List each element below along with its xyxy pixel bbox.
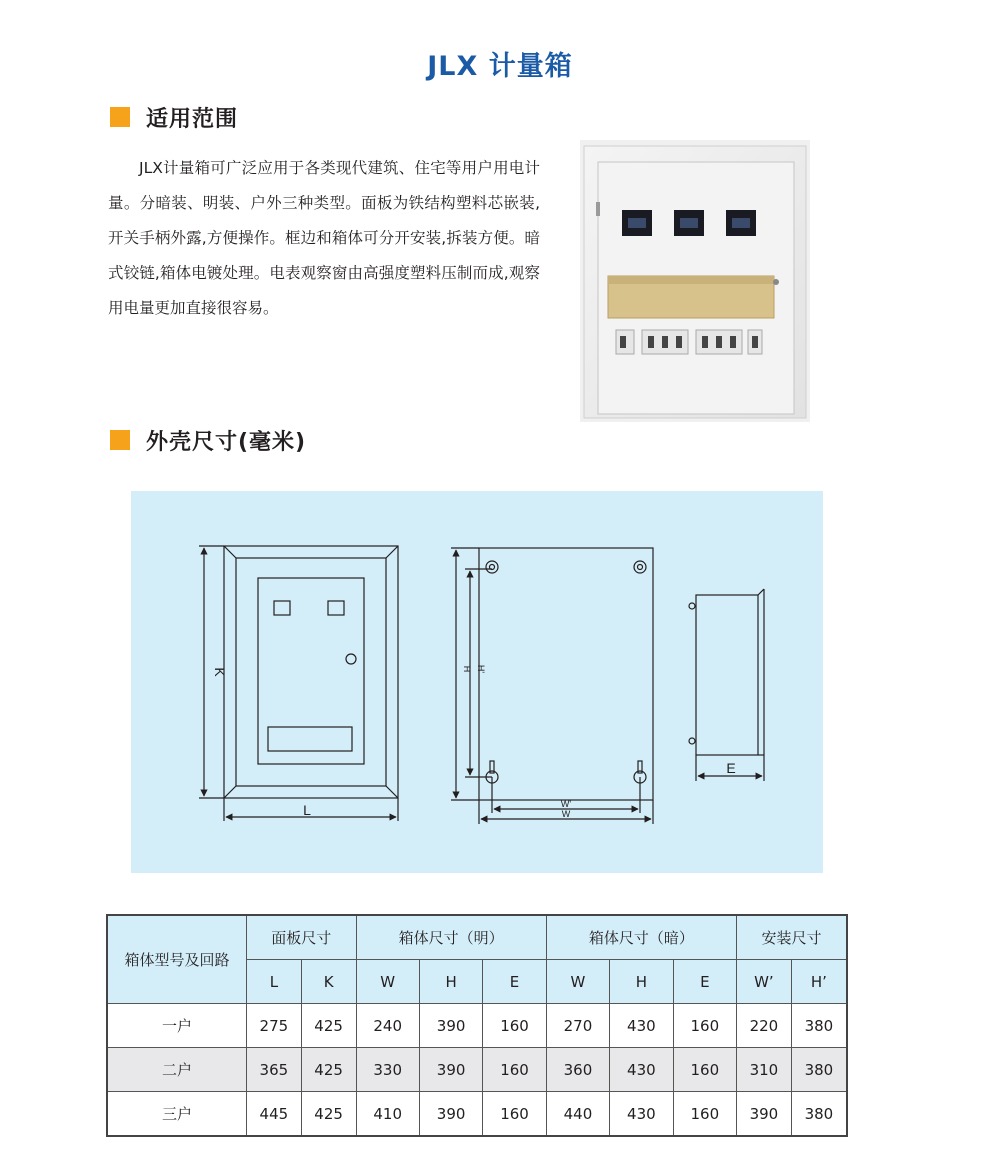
table-cell: 425 — [301, 1004, 356, 1048]
table-cell: 390 — [419, 1048, 482, 1092]
table-cell: 390 — [419, 1004, 482, 1048]
table-cell: 310 — [737, 1048, 792, 1092]
sub-header-cell: W — [356, 960, 419, 1004]
page-title: JLX 计量箱 — [427, 51, 573, 82]
section-heading-dimensions — [110, 425, 306, 455]
sub-header-cell: L — [247, 960, 302, 1004]
row-name-cell: 三户 — [107, 1092, 247, 1137]
sub-header-cell: W — [546, 960, 609, 1004]
table-cell: 430 — [610, 1092, 673, 1137]
group-header-cell: 箱体尺寸（明） — [356, 915, 546, 960]
sub-header-cell: H’ — [791, 960, 847, 1004]
table-row — [107, 1092, 847, 1137]
dim-label-w-prime: W' — [560, 799, 572, 809]
table-cell: 445 — [247, 1092, 302, 1137]
sub-header-cell: E — [483, 960, 546, 1004]
table-cell: 360 — [546, 1048, 609, 1092]
dim-label-e: E — [726, 760, 736, 776]
dim-label-w: W — [561, 809, 571, 819]
sub-header-cell: H — [419, 960, 482, 1004]
group-header-cell: 面板尺寸 — [247, 915, 357, 960]
dim-label-h: H — [462, 665, 472, 673]
sub-header-cell: E — [673, 960, 736, 1004]
group-header-cell: 箱体尺寸（暗） — [546, 915, 736, 960]
table-cell: 390 — [737, 1092, 792, 1137]
sub-header-cell: K — [301, 960, 356, 1004]
dim-label-l: L — [303, 802, 311, 818]
sub-header-cell: H — [610, 960, 673, 1004]
table-cell: 425 — [301, 1048, 356, 1092]
table-cell: 430 — [610, 1048, 673, 1092]
table-row — [107, 1004, 847, 1048]
table-cell: 220 — [737, 1004, 792, 1048]
table-row — [107, 1048, 847, 1092]
table-cell: 160 — [483, 1048, 546, 1092]
product-photo — [580, 140, 810, 422]
model-header-cell: 箱体型号及回路 — [107, 915, 247, 1004]
table-cell: 160 — [673, 1092, 736, 1137]
table-cell: 240 — [356, 1004, 419, 1048]
table-cell: 160 — [673, 1004, 736, 1048]
spec-table — [106, 914, 848, 1137]
table-header-row — [107, 915, 847, 960]
table-cell: 365 — [247, 1048, 302, 1092]
table-cell: 330 — [356, 1048, 419, 1092]
dim-label-k: K — [212, 667, 228, 677]
table-cell: 425 — [301, 1092, 356, 1137]
dimension-diagram — [131, 491, 823, 873]
sub-header-cell: W’ — [737, 960, 792, 1004]
table-cell: 270 — [546, 1004, 609, 1048]
table-cell: 390 — [419, 1092, 482, 1137]
section-title: 外壳尺寸(毫米) — [146, 429, 307, 455]
orange-square-bullet — [110, 107, 130, 127]
table-cell: 160 — [673, 1048, 736, 1092]
table-cell: 160 — [483, 1092, 546, 1137]
group-header-cell: 安装尺寸 — [737, 915, 847, 960]
row-name-cell: 一户 — [107, 1004, 247, 1048]
box-side-view — [689, 589, 764, 781]
table-cell: 380 — [791, 1048, 847, 1092]
table-cell: 410 — [356, 1092, 419, 1137]
row-name-cell: 二户 — [107, 1048, 247, 1092]
box-front-view — [451, 548, 653, 824]
table-cell: 380 — [791, 1092, 847, 1137]
table-cell: 430 — [610, 1004, 673, 1048]
table-cell: 275 — [247, 1004, 302, 1048]
dim-label-h-prime: H' — [476, 664, 486, 674]
orange-square-bullet — [110, 430, 130, 450]
table-cell: 160 — [483, 1004, 546, 1048]
description-text: JLX计量箱可广泛应用于各类现代建筑、住宅等用户用电计量。分暗装、明装、户外三种类型。面板为铁结构塑料芯嵌装,开关手柄外露,方便操作。框边和箱体可分开安装,拆装方便。暗式铰链,箱体电镀处理。电表观察窗由高强度塑料压制而成,观察用电量更加直接很容易。 — [108, 159, 540, 317]
section-heading-scope — [110, 102, 238, 132]
panel-front-view — [199, 546, 398, 821]
table-cell: 440 — [546, 1092, 609, 1137]
table-cell: 380 — [791, 1004, 847, 1048]
section-title: 适用范围 — [146, 106, 239, 132]
